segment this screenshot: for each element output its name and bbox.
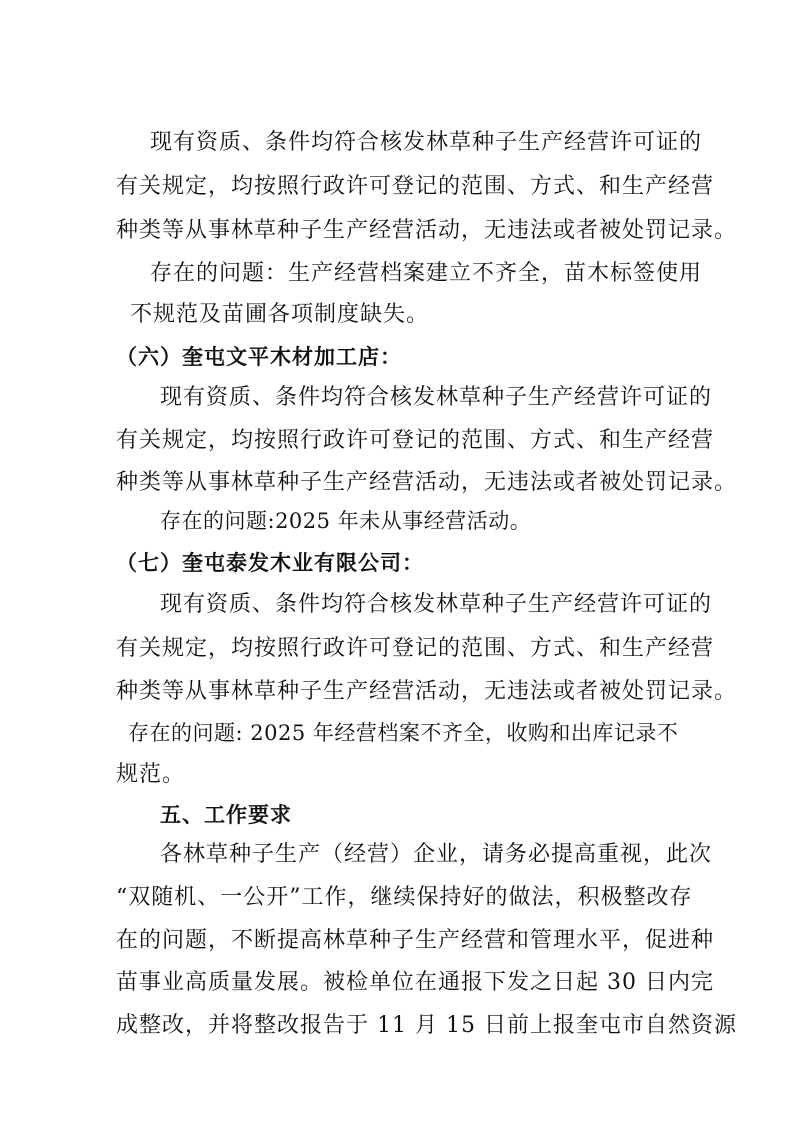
paragraph-line: 有关规定，均按照行政许可登记的范围、方式、和生产经营 [116, 636, 715, 661]
paragraph-line: 现有资质、条件均符合核发林草种子生产经营许可证的 [160, 592, 713, 617]
paragraph-line: 存在的问题: 2025 年经营档案不齐全，收购和出库记录不 [128, 721, 679, 745]
section-heading-5: 五、工作要求 [160, 803, 292, 827]
paragraph-line: 规范。 [116, 762, 186, 787]
paragraph-line: 存在的问题：生产经营档案建立不齐全，苗木标签使用 [150, 261, 703, 286]
section-heading-6: （六）奎屯文平木材加工店： [116, 345, 402, 369]
paragraph-line: 不规范及苗圃各项制度缺失。 [130, 302, 430, 327]
paragraph-line: 成整改，并将整改报告于 11 月 15 日前上报奎屯市自然资源 [116, 1013, 737, 1038]
paragraph-line: 苗事业高质量发展。被检单位在通报下发之日起 30 日内完 [116, 970, 714, 995]
paragraph-line: 种类等从事林草种子生产经营活动，无违法或者被处罚记录。 [116, 218, 738, 243]
paragraph-line: 在的问题，不断提高林草种子生产经营和管理水平，促进种 [116, 928, 715, 953]
section-heading-7: （七）奎屯泰发木业有限公司： [116, 551, 424, 575]
paragraph-line: 种类等从事林草种子生产经营活动，无违法或者被处罚记录。 [116, 470, 738, 495]
paragraph-line: 现有资质、条件均符合核发林草种子生产经营许可证的 [150, 130, 703, 155]
paragraph-line: 存在的问题:2025 年未从事经营活动。 [160, 509, 532, 533]
paragraph-line: 现有资质、条件均符合核发林草种子生产经营许可证的 [160, 385, 713, 410]
paragraph-line: 有关规定，均按照行政许可登记的范围、方式、和生产经营 [116, 428, 715, 453]
paragraph-line: 种类等从事林草种子生产经营活动，无违法或者被处罚记录。 [116, 679, 738, 704]
paragraph-line: “双随机、一公开”工作，继续保持好的做法，积极整改存 [116, 885, 693, 910]
paragraph-line: 各林草种子生产（经营）企业，请务必提高重视，此次 [160, 842, 713, 867]
paragraph-line: 有关规定，均按照行政许可登记的范围、方式、和生产经营 [116, 174, 715, 199]
